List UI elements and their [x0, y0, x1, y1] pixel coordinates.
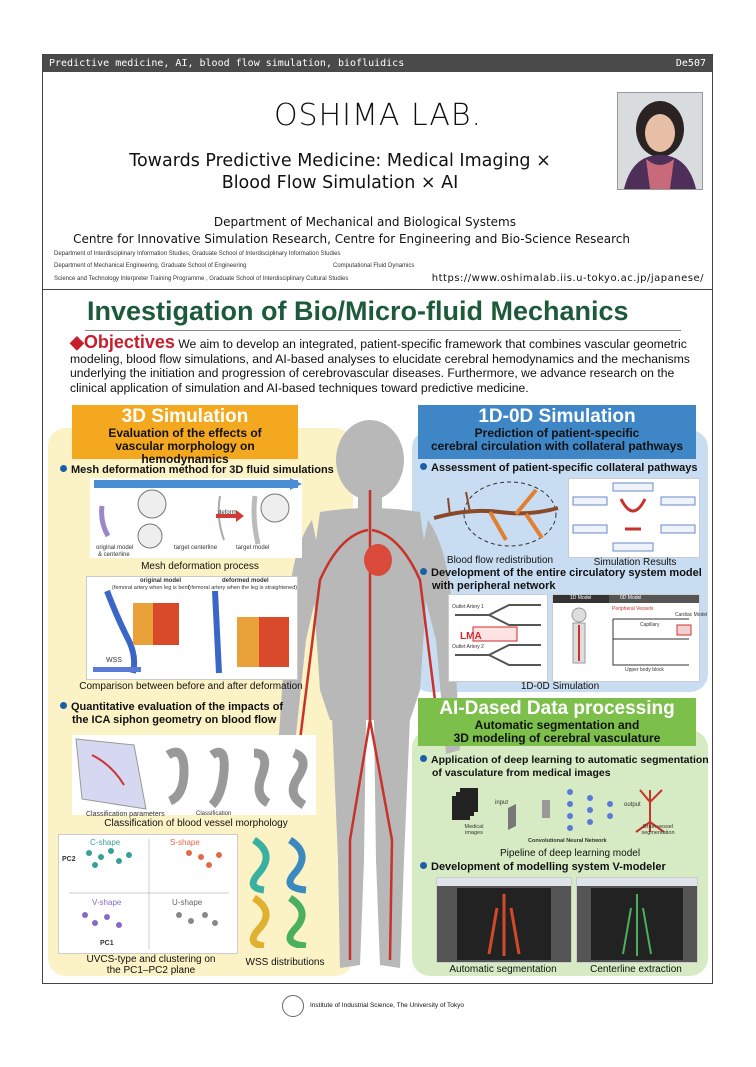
- header-divider: [43, 289, 712, 290]
- sim1d-fig2-caption: Simulation Results: [593, 557, 677, 568]
- vmodeler-segmentation-screenshot: [436, 877, 572, 963]
- wss-distribution-figure: [246, 834, 320, 948]
- sim1d-fig1-caption: Blood flow redistribution: [446, 555, 554, 566]
- sim1d-cardiac: Cardiac Model: [675, 612, 708, 618]
- bullet-dot-icon: [420, 463, 427, 470]
- sim1d-peripheral: Peripheral Vessels: [612, 606, 654, 612]
- fig4-u: U-shape: [172, 898, 203, 907]
- fig4-s: S-shape: [170, 838, 200, 847]
- fig2-deformed: deformed model: [222, 578, 269, 584]
- professor-photo: [617, 92, 703, 190]
- ai-output: output: [624, 802, 641, 808]
- ica-classification-figure: [72, 735, 316, 815]
- sim1d-fig3-caption: 1D-0D Simulation: [520, 681, 600, 692]
- fig4-pc1: PC1: [100, 940, 114, 947]
- objectives-paragraph: [70, 332, 710, 395]
- affiliation-1: Department of Interdisciplinary Information Studies, Graduate School of Interdisciplinary Information Studies: [54, 251, 341, 257]
- sim1d-subtitle-2: cerebral circulation with collateral pathways: [430, 439, 684, 453]
- sim3d-bullet-1: Mesh deformation method for 3D fluid simulations: [60, 464, 334, 477]
- dept-line2: Centre for Innovative Simulation Research, Centre for Engineering and Bio-Science Research: [73, 232, 630, 246]
- bullet-dot-icon: [60, 702, 67, 709]
- bullet-dot-icon: [60, 465, 67, 472]
- fig2-original: original model: [140, 578, 182, 584]
- sim3d-subtitle-2: vascular morphology on hemodynamics: [115, 439, 255, 466]
- sim1d-outlet1: Outlet Artery 1: [452, 604, 484, 610]
- sim1d-1d: 1D Model: [570, 595, 592, 601]
- ai-subtitle-2: 3D modeling of cerebral vasculature: [453, 731, 661, 745]
- vmodeler-centerline-screenshot: [576, 877, 698, 963]
- fig3-params: Classification parameters: [86, 811, 165, 818]
- ai-bullet-1-line2: of vasculature from medical images: [432, 767, 611, 779]
- fig3-caption: Classification of blood vessel morphology: [104, 818, 288, 829]
- ai-fig2-caption-right: Centerline extraction: [590, 964, 682, 975]
- subtitle-line2: Blood Flow Simulation × AI: [221, 173, 459, 193]
- sim3d-title: 3D Simulation: [121, 406, 249, 427]
- fig5-caption: WSS distributions: [245, 957, 325, 968]
- bullet-dot-icon: [420, 862, 427, 869]
- ai-fig1-caption: Pipeline of deep learning model: [499, 848, 641, 859]
- sim1d-outlet2: Outlet Artery 2: [452, 644, 484, 650]
- sim1d-bullet-2: Development of the entire circulatory system model: [420, 567, 702, 580]
- bullet-dot-icon: [420, 755, 427, 762]
- objectives-label: ◆Objectives: [70, 332, 175, 352]
- fig3-classification: Classification: [196, 811, 232, 817]
- affiliation-right: Computational Fluid Dynamics: [333, 263, 415, 269]
- fig4-pc2: PC2: [62, 856, 76, 863]
- fig4-v: V-shape: [92, 898, 122, 907]
- ai-title: AI-Dased Data processing: [439, 698, 675, 719]
- fig2-deformed-note: ( femoral artery when the leg is straightened): [188, 585, 298, 591]
- objectives-text: We aim to develop an integrated, patient-specific framework that combines vascular geometric modeling, blood flow simulations, and AI-based analyses to elucidate cerebral hemodynamics and the mechanisms underlying the initiation and progression of cerebrovascular diseases. Furthermore, we advance research on the clinical application of simulation and AI-based techniques toward predictive medicine.: [70, 337, 690, 395]
- main-title: Investigation of Bio/Micro-fluid Mechanics: [87, 296, 629, 326]
- fig1-target-centerline: target centerline: [174, 545, 218, 551]
- sim1d-subtitle-1: Prediction of patient-specific: [474, 426, 640, 440]
- poster-code: De507: [675, 58, 706, 69]
- fig1-deform: deform: [218, 510, 237, 516]
- ai-medical-images: Medical images: [464, 824, 484, 836]
- sim1d-bullet-2-line2: with peripheral network: [432, 580, 556, 592]
- lab-name: OSHIMA LAB.: [273, 98, 483, 133]
- collateral-flow-figure: [430, 478, 564, 552]
- sim1d-0d: 0D Model: [620, 595, 642, 601]
- keywords: Predictive medicine, AI, blood flow simulation, biofluidics: [49, 58, 405, 69]
- university-seal-icon: [282, 995, 304, 1017]
- sim1d-capillary: Capillary: [640, 622, 660, 628]
- dept-line1: Department of Mechanical and Biological Systems: [213, 215, 516, 229]
- sim1d-bullet-1: Assessment of patient-specific collateral pathways: [420, 462, 698, 475]
- deep-learning-pipeline-figure: [450, 782, 686, 846]
- simulation-results-figure: [568, 478, 700, 558]
- sim1d-upper: Upper body block: [625, 667, 664, 673]
- sim3d-bullet-2: Quantitative evaluation of the impacts of: [60, 701, 283, 714]
- ai-fig2-caption-left: Automatic segmentation: [449, 964, 557, 975]
- fig1-centerline: & centerline: [98, 552, 130, 558]
- ai-input: input: [495, 800, 509, 806]
- affiliation-2: Department of Mechanical Engineering, Graduate School of Engineering: [54, 263, 247, 269]
- deformation-comparison-figure: [86, 576, 298, 680]
- fig2-wss: WSS: [106, 657, 122, 664]
- sim3d-bullet-2-line2: the ICA siphon geometry on blood flow: [72, 714, 277, 726]
- top-keyword-bar: [43, 55, 712, 72]
- sim3d-subtitle-1: Evaluation of the effects of: [108, 426, 262, 440]
- title-underline: [85, 330, 681, 331]
- lab-url[interactable]: https://www.oshimalab.iis.u-tokyo.ac.jp/japanese/: [431, 273, 704, 284]
- fig4-caption-2: the PC1–PC2 plane: [106, 965, 196, 976]
- sim1d-lma: LMA: [460, 631, 482, 642]
- fig1-original: original model: [96, 545, 134, 551]
- fig4-c: C-shape: [90, 838, 121, 847]
- fig2-caption: Comparison between before and after deformation: [79, 681, 303, 692]
- fig4-caption-1: UVCS-type and clustering on: [86, 954, 216, 965]
- fig1-target-model: target model: [236, 545, 270, 551]
- footer-institute: Institute of Industrial Science, The University of Tokyo: [310, 1002, 465, 1009]
- affiliation-3: Science and Technology Interpreter Training Programme , Graduate School of Interdisciplinary Cultural Studies: [54, 276, 349, 282]
- ai-bullet-2: Development of modelling system V-modeler: [420, 861, 666, 874]
- ai-subtitle-1: Automatic segmentation and: [474, 718, 640, 732]
- fig2-original-note: (femoral artery when leg is bent): [112, 585, 191, 591]
- pca-scatter-figure: [58, 834, 238, 954]
- bullet-dot-icon: [420, 568, 427, 575]
- ai-cnn: Convolutional Neural Network: [528, 838, 607, 844]
- subtitle-line1: Towards Predictive Medicine: Medical Imaging ×: [129, 151, 551, 171]
- fig1-caption: Mesh deformation process: [141, 561, 259, 572]
- ai-bullet-1: Application of deep learning to automatic segmentation: [420, 754, 709, 767]
- ai-brain-seg: Brain vessel segmentation: [641, 824, 675, 836]
- sim1d-title: 1D-0D Simulation: [478, 406, 636, 427]
